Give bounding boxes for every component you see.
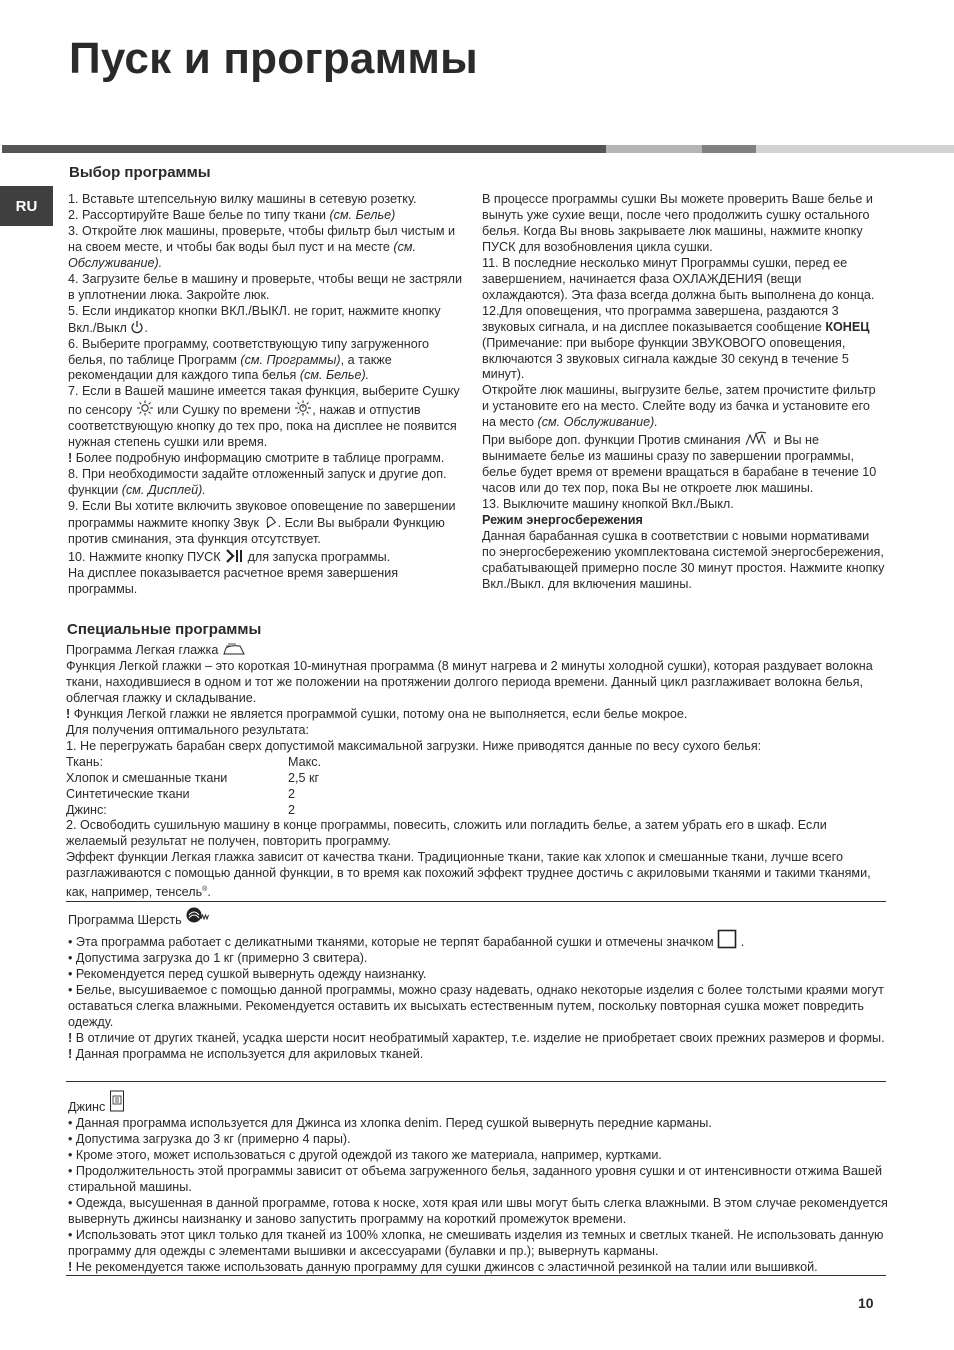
table-header-fabric: Ткань: [66,754,103,769]
divider [66,1275,886,1276]
language-tab: RU [0,186,53,226]
sensor-dry-icon [136,400,154,416]
right-column [482,192,886,593]
note-programs: ! Более подробную информацию смотрите в таблице программ. [68,451,445,466]
denim-title: Джинс [68,1090,890,1116]
step-8: 8. При необходимости задайте отложенный запуск и другие доп. функции (см. Дисплей). [68,467,447,498]
table-cell: 2,5 кг [288,770,320,785]
denim-bullet-6: • Использовать этот цикл только для тканей из 100% хлопка, не смешивать изделия из темных и светлых тканей. Не использовать данную программу для одежды с элементами вышивки и аксессуарами (булавки и пр.); вывернуть карманы. [68,1227,884,1258]
easy-iron-p4: 1. Не перегружать барабан сверх допустимой максимальной загрузки. Ниже приводятся данные по весу сухого белья: [66,738,762,753]
table-header-max: Макс. [288,754,322,769]
wool-bullet-4: • Белье, высушиваемое с помощью данной программы, можно сразу надевать, однако некоторые изделия с более толстыми краями могут оставаться слегка влажными. Рекомендуется оставить их высыхать естественным путем, поскольку повторная сушка может повредить одежду. [68,982,884,1029]
step-1: 1. Вставьте штепсельную вилку машины в сетевую розетку. [68,192,417,206]
wool-section [68,906,890,1063]
anti-crease-icon [744,431,770,446]
wool-bullet-2: • Допустима загрузка до 1 кг (примерно 3 свитера). [68,950,368,965]
page-number: 10 [858,1295,874,1311]
wool-care-square-icon [717,929,737,949]
header-bar-mid [702,145,756,153]
denim-note: ! Не рекомендуется также использовать данную программу для сушки джинсов с эластичной резинкой на талии или вышивкой. [68,1259,818,1274]
energy-saving-text: Данная барабанная сушка в соответствии с новыми нормативами по энергосбережению укомплектована системой энергосбережения, срабатывающей примерно после 30 минут простоя. Нажмите кнопку Вкл./Выкл. для включения машины. [482,529,885,591]
step-12: 12.Для оповещения, что программа завершена, раздаются 3 звуковых сигнала, и на дисплее показывается сообщение КОНЕЦ (Примечание: при выборе функции ЗВУКОВОГО оповещения, включаются 3 звуковых сигнала каждые 30 секунд в течение 5 минут). [482,303,870,382]
check-laundry-text: В процессе программы сушки Вы можете проверить Ваше белье и вынуть уже сухие вещи, после чего продолжить сушку остального белья. Когда Вы вновь закрываете люк машины, нажмите кнопку ПУСК для возобновления цикла сушки. [482,192,873,254]
header-bar-pale [756,145,954,153]
header-bar-dark [2,145,606,153]
step-6: 6. Выберите программу, соответствующую типу загруженного белья, по таблице Программ (см. Программы), а также рекомендации для каждого типа белья (см. Белье). [68,336,430,383]
table-cell: 2 [288,802,296,817]
table-cell: Синтетические ткани [66,786,190,801]
step-10-note: На дисплее показывается расчетное время завершения программы. [68,565,399,596]
timed-dry-icon [294,400,312,416]
step-4: 4. Загрузите белье в машину и проверьте, чтобы вещи не застряли в уплотнении люка. Закройте люк. [68,271,463,302]
energy-saving-heading: Режим энергосбережения [482,513,643,528]
open-door-text: Откройте люк машины, выгрузите белье, затем прочистите фильтр и установите его на место. Слейте воду из бачка и установите его на место (см. Обслуживание). [482,383,876,430]
divider [66,901,886,902]
special-programs-heading: Специальные программы [67,621,262,638]
step-11: 11. В последние несколько минут Программы сушки, перед ее завершением, начинается фаза ОХЛАЖДЕНИЯ (вещи охлаждаются). Эта фаза всегда должна быть выполнена до конца. [482,255,875,302]
easy-iron-p5: 2. Освободить сушильную машину в конце программы, повесить, сложить или погладить белье, а затем убрать его в шкаф. Если желаемый результат не получен, повторить программу. [66,818,827,849]
easy-iron-note: ! Функция Легкой глажки не является программой сушки, потому она не выполняется, если белье мокрое. [66,706,688,721]
wool-note-1: ! В отличие от других тканей, усадка шерсти носит необратимый характер, т.е. изделие не приобретает своих прежних размеров и формы. [68,1030,885,1045]
wool-bullet-1: • Эта программа работает с деликатными тканями, которые не терпят барабанной сушки и отмечены значком . [68,929,890,951]
table-cell: Джинс: [66,802,107,817]
easy-iron-p3: Для получения оптимального результата: [66,722,310,737]
iron-icon [222,643,246,656]
denim-bullet-3: • Кроме этого, может использоваться с другой одеждой из такого же материала, например, куртками. [68,1147,662,1162]
easy-iron-title: Программа Легкая глажка [66,643,888,659]
denim-bullet-1: • Данная программа используется для Джинса из хлопка denim. Перед сушкой вывернуть передние карманы. [68,1115,712,1130]
step-7: 7. Если в Вашей машине имеется такая функция, выберите Сушку по сенсору или Сушку по времени , нажав и отпустив соответствующую кнопку до тех про, пока на дисплее не появится нужная степень сушки или время. [68,384,460,450]
denim-bullet-4: • Продолжительность этой программы зависит от объема загруженного белья, заданного уровня сушки и от интенсивности отжима Вашей стиральной машины. [68,1163,883,1194]
step-10: 10. Нажмите кнопку ПУСК для запуска программы. [68,549,391,564]
denim-bullet-2: • Допустима загрузка до 3 кг (примерно 4 пары). [68,1131,351,1146]
wool-title: Программа Шерсть [68,906,890,929]
wool-note-2: ! Данная программа не используется для акриловых тканей. [68,1046,424,1061]
anti-crease-text: При выборе доп. функции Против сминания и Вы не вынимаете белье из машины сразу по завершении программы, белье будет время от времени вращаться в барабане в течение 10 часов или до тех пор, пока Вы не откроете люк машины. [482,433,877,496]
step-2: 2. Рассортируйте Ваше белье по типу ткани (см. Белье) [68,207,396,222]
table-cell: Хлопок и смешанные ткани [66,770,228,785]
power-icon [130,320,144,334]
bell-icon [263,515,278,529]
step-13: 13. Выключите машину кнопкой Вкл./Выкл. [482,497,734,512]
start-pause-icon [224,549,244,563]
denim-bullet-5: • Одежда, высушенная в данной программе, готова к носке, хотя края или швы могут быть слегка влажными. В этом случае рекомендуется вывернуть джинсы наизнанку и заново запустить программу на короткий промежуток времени. [68,1195,888,1226]
jeans-icon [109,1090,125,1112]
table-cell: 2 [288,786,296,801]
wool-icon [185,906,211,924]
load-table [66,755,888,819]
page-title: Пуск и программы [69,34,478,83]
divider [66,1081,886,1082]
left-column [68,192,470,598]
easy-iron-section [66,643,888,901]
header-bar-light [606,145,702,153]
step-5: 5. Если индикатор кнопки ВКЛ./ВЫКЛ. не горит, нажмите кнопку Вкл./Выкл . [68,303,441,335]
wool-bullet-3: • Рекомендуется перед сушкой вывернуть одежду наизнанку. [68,966,427,981]
easy-iron-p6: Эффект функции Легкая глажка зависит от качества ткани. Традиционные ткани, такие как хлопок и смешанные ткани, лучше всего разглаживаются с помощью данной функции, в то время как похожий эффект труднее достичь с акриловыми тканями и такими тканями, как, например, тенсель®. [66,850,871,900]
step-3: 3. Откройте люк машины, проверьте, чтобы фильтр был чистым и на своем месте, и чтобы бак воды был пуст и на месте (см. Обслуживание). [68,223,456,270]
denim-section [68,1090,890,1275]
program-selection-heading: Выбор программы [69,164,211,181]
step-9: 9. Если Вы хотите включить звуковое оповещение по завершении программы нажмите кнопку Звук . Если Вы выбрали Функцию против сминания, эта функция отсутствует. [68,499,456,547]
easy-iron-p1: Функция Легкой глажки – это короткая 10-минутная программа (8 минут нагрева и 2 минуты холодной сушки), которая раздувает волокна ткани, находившиеся в одном и тот же положении на протяжении долгого периода времени. Данный цикл разглаживает волокна белья, облегчая глажку и складывание. [66,658,873,705]
